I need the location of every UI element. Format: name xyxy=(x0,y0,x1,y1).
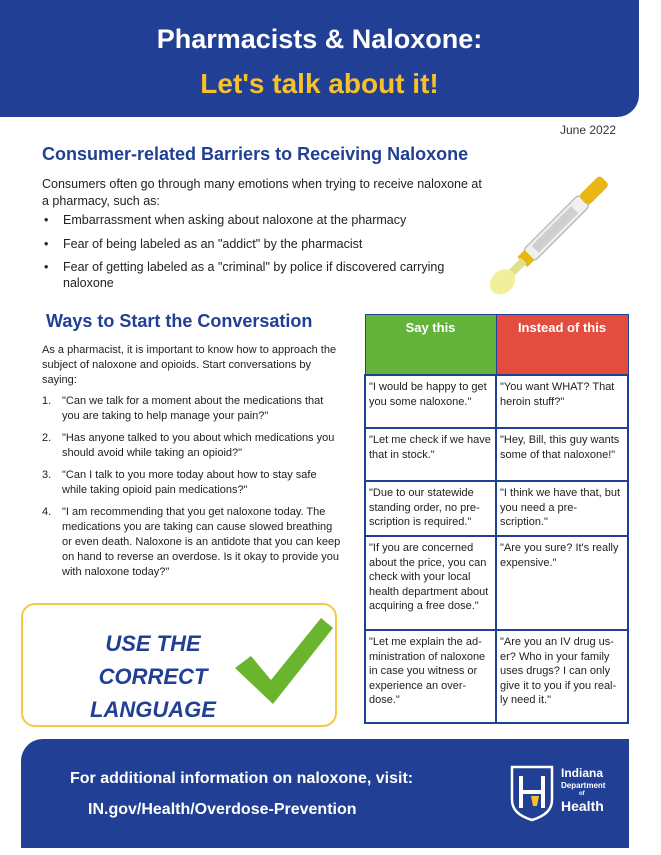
barriers-list xyxy=(42,213,462,299)
table-row xyxy=(365,630,628,723)
footer-info-text: For additional information on naloxone, visit: xyxy=(70,770,414,787)
list-item xyxy=(42,505,344,580)
say-cell: "Let me explain the ad-ministration of naloxone in case you witness or experience an over-dose." xyxy=(365,630,496,723)
callout-text xyxy=(53,627,253,726)
correct-language-callout xyxy=(21,603,337,727)
table-row xyxy=(365,481,628,536)
instead-cell: "I think we have that, but you need a pre-scription." xyxy=(496,481,628,536)
list-item-text: "Can we talk for a moment about the medications that you are taking to help manage your pain?" xyxy=(62,395,324,422)
conversation-list xyxy=(42,394,344,587)
page-title: Pharmacists & Naloxone: xyxy=(156,24,483,54)
list-item-text: "Can I talk to you more today about how to stay safe while taking opioid pain medications?" xyxy=(62,469,317,496)
indiana-shield-icon xyxy=(509,764,555,822)
table-row xyxy=(365,536,628,630)
ways-intro: As a pharmacist, it is important to know how to approach the subject of naloxone and opioids. Start conversations by saying: xyxy=(42,344,337,386)
language-comparison-table xyxy=(364,314,629,724)
list-number: 2. xyxy=(42,432,52,444)
logo-text-indiana: Indiana xyxy=(561,766,604,780)
header-banner xyxy=(0,0,639,117)
list-item xyxy=(42,468,344,498)
list-item xyxy=(42,394,344,424)
say-cell: "If you are concerned about the price, you can check with your local health department about acquiring a free dose." xyxy=(365,536,496,630)
list-item xyxy=(42,431,344,461)
indiana-health-logo xyxy=(509,764,619,824)
logo-text-health: Health xyxy=(561,798,604,814)
say-this-header: Say this xyxy=(365,315,496,376)
say-cell: "I would be happy to get you some naloxone." xyxy=(365,375,496,428)
instead-cell: "You want WHAT? That heroin stuff?" xyxy=(496,375,628,428)
list-item-text: "Has anyone talked to you about which medications you should avoid while taking an opioid?" xyxy=(62,432,335,459)
instead-cell: "Are you sure? It's really expensive." xyxy=(496,536,628,630)
list-item: • Fear of being labeled as an "addict" by the pharmacist xyxy=(42,237,462,253)
list-number: 3. xyxy=(42,469,52,481)
footer-website-link[interactable]: IN.gov/Health/Overdose-Prevention xyxy=(88,801,357,818)
ways-heading: Ways to Start the Conversation xyxy=(46,311,313,331)
instead-of-this-header: Instead of this xyxy=(496,315,628,376)
list-item-text: "I am recommending that you get naloxone today. The medications you are taking can cause slowed breathing or even death. Naloxone is an antidote that you can keep on hand to reverse an overdose. Is it okay to provide you with naloxone today?" xyxy=(62,506,341,578)
checkmark-icon xyxy=(229,610,337,710)
list-item: • Embarrassment when asking about naloxone at the pharmacy xyxy=(42,213,462,229)
callout-line-2: LANGUAGE xyxy=(90,697,216,722)
say-cell: "Due to our statewide standing order, no pre-scription is required." xyxy=(365,481,496,536)
callout-line-1: USE THE CORRECT xyxy=(98,631,208,689)
list-number: 1. xyxy=(42,395,52,407)
list-item: • Fear of getting labeled as a "criminal" by police if discovered carrying naloxone xyxy=(42,260,462,291)
logo-text-department: Department xyxy=(561,781,606,790)
instead-cell: "Hey, Bill, this guy wants some of that naloxone!" xyxy=(496,428,628,481)
publication-date: June 2022 xyxy=(560,123,617,137)
instead-cell: "Are you an IV drug us-er? Who in your family uses drugs? I can only give it to you if you real-ly need it." xyxy=(496,630,628,723)
list-number: 4. xyxy=(42,506,52,518)
barriers-intro: Consumers often go through many emotions when trying to receive naloxone at a pharmacy, such as: xyxy=(42,177,482,208)
table-row xyxy=(365,375,628,428)
page-subtitle: Let's talk about it! xyxy=(200,68,439,99)
logo-text-of: of xyxy=(579,791,585,797)
barriers-heading: Consumer-related Barriers to Receiving Naloxone xyxy=(42,144,469,164)
footer-banner xyxy=(21,739,629,848)
say-cell: "Let me check if we have that in stock." xyxy=(365,428,496,481)
nasal-spray-icon xyxy=(470,168,630,298)
table-row xyxy=(365,428,628,481)
